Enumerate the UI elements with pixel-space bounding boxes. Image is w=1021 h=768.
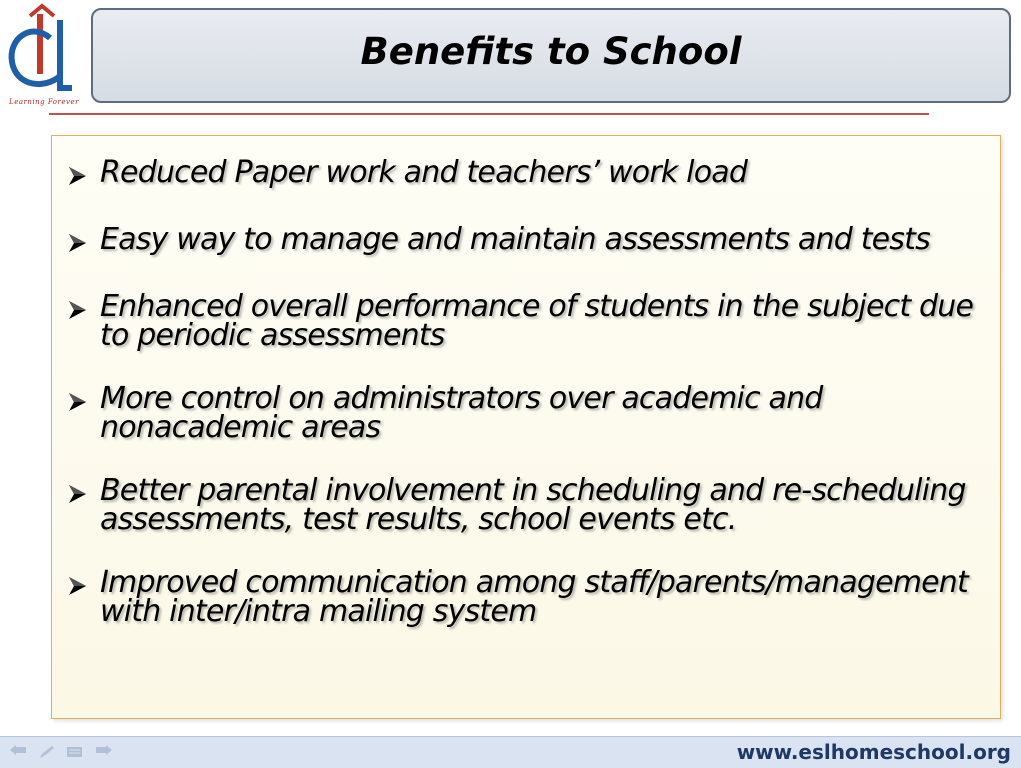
content-panel: [51, 135, 1001, 719]
list-item: [66, 222, 980, 258]
esl-logo: [2, 2, 84, 110]
list-item-text: Easy way to manage and maintain assessments and tests: [100, 222, 930, 257]
previous-icon[interactable]: [10, 744, 28, 758]
esl-logo-icon: [2, 2, 84, 98]
list-item-text: Better parental involvement in scheduling and re-scheduling assessments, test results, school events etc.: [100, 473, 966, 537]
benefits-list: [52, 136, 1000, 629]
arrow-bullet-icon: [66, 225, 100, 258]
logo-tagline: Learning Forever: [9, 98, 79, 106]
arrow-bullet-icon: [66, 384, 100, 417]
list-item: [66, 289, 980, 353]
menu-icon[interactable]: [66, 744, 84, 758]
slide-nav: [10, 744, 112, 758]
arrow-bullet-icon: [66, 476, 100, 509]
list-item: [66, 381, 980, 445]
list-item: [66, 155, 980, 191]
page-title: Benefits to School: [360, 30, 742, 73]
website-url[interactable]: www.eslhomeschool.org: [736, 740, 1011, 764]
next-icon[interactable]: [94, 744, 112, 758]
header-divider: [49, 113, 929, 115]
list-item: [66, 565, 980, 629]
list-item: [66, 473, 980, 537]
list-item-text: More control on administrators over academic and nonacademic areas: [100, 381, 823, 445]
arrow-bullet-icon: [66, 158, 100, 191]
arrow-bullet-icon: [66, 568, 100, 601]
arrow-bullet-icon: [66, 292, 100, 325]
pen-icon[interactable]: [38, 744, 56, 758]
list-item-text: Enhanced overall performance of students in the subject due to periodic assessments: [100, 289, 974, 353]
title-banner: [91, 8, 1011, 103]
list-item-text: Reduced Paper work and teachers’ work load: [100, 155, 748, 190]
footer-bar: [0, 736, 1021, 768]
list-item-text: Improved communication among staff/parents/management with inter/intra mailing system: [100, 565, 968, 629]
